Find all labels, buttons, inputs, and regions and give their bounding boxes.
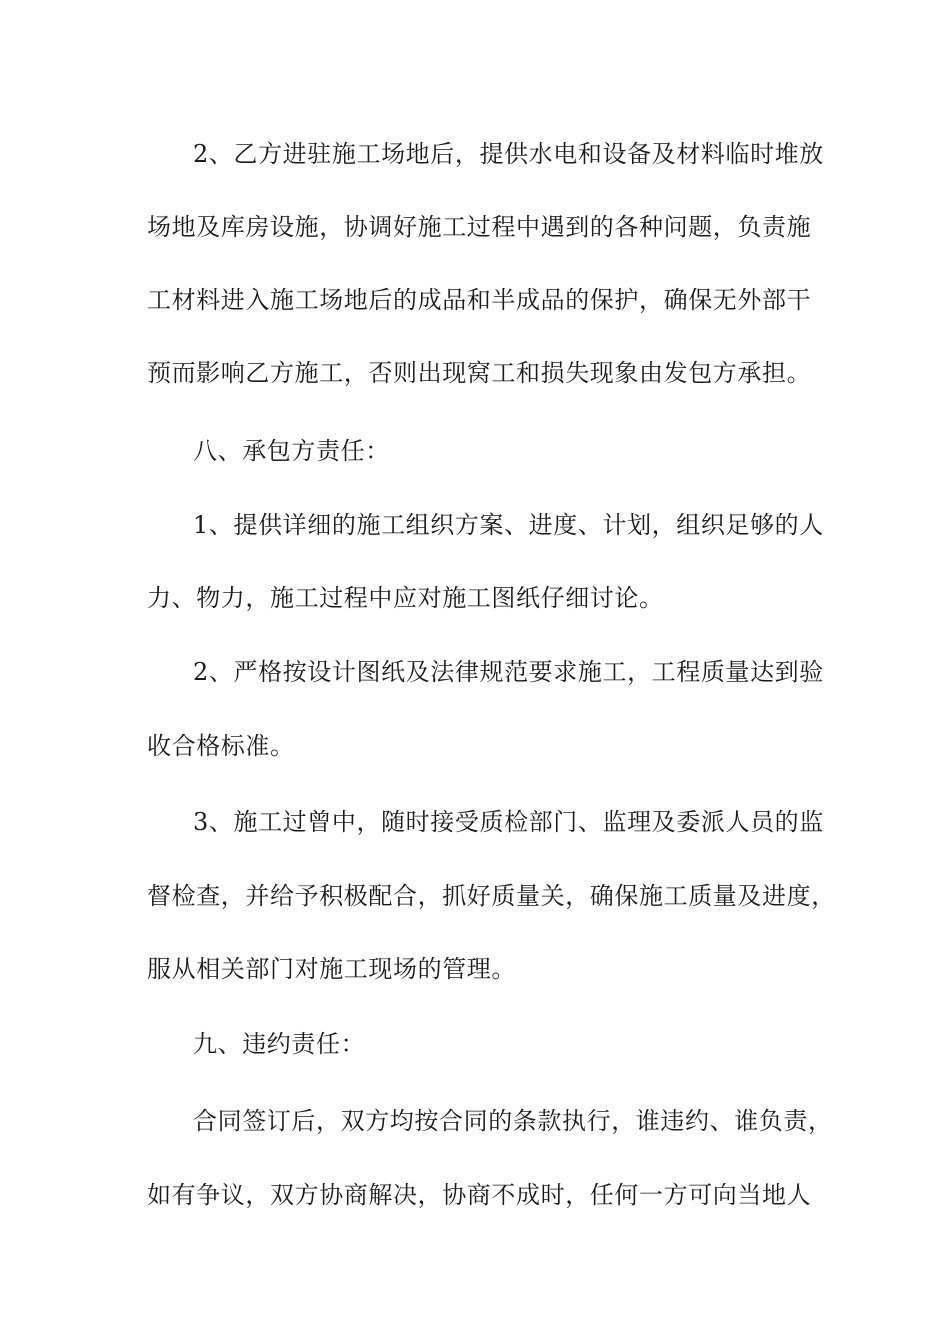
paragraph-line-3: 工材料进入施工场地后的成品和半成品的保护，确保无外部干 (147, 286, 812, 314)
paragraph-line-4: 预而影响乙方施工，否则出现窝工和损失现象由发包方承担。 (147, 359, 812, 387)
paragraph-line-11: 督检查，并给予积极配合，抓好质量关，确保施工质量及进度， (147, 882, 836, 910)
paragraph-line-15: 如有争议，双方协商解决，协商不成时，任何一方可向当地人 (147, 1181, 812, 1209)
paragraph-line-10: 3、施工过曾中，随时接受质检部门、监理及委派人员的监 (193, 808, 824, 836)
paragraph-line-8: 2、严格按设计图纸及法律规范要求施工，工程质量达到验 (193, 658, 824, 686)
paragraph-line-2: 场地及库房设施，协调好施工过程中遇到的各种问题，负责施 (147, 213, 812, 241)
paragraph-line-6: 1、提供详细的施工组织方案、进度、计划，组织足够的人 (193, 511, 824, 539)
paragraph-line-7: 力、物力，施工过程中应对施工图纸仔细讨论。 (147, 584, 664, 612)
section-heading-contractor-duties: 八、承包方责任： (193, 437, 390, 465)
paragraph-line-14: 合同签订后，双方均按合同的条款执行，谁违约、谁负责， (193, 1107, 833, 1135)
paragraph-line-12: 服从相关部门对施工现场的管理。 (147, 955, 516, 983)
paragraph-line-9: 收合格标准。 (147, 732, 295, 760)
paragraph-line-1: 2、乙方进驻施工场地后，提供水电和设备及材料临时堆放 (193, 140, 824, 168)
section-heading-breach-liability: 九、违约责任： (193, 1030, 366, 1058)
